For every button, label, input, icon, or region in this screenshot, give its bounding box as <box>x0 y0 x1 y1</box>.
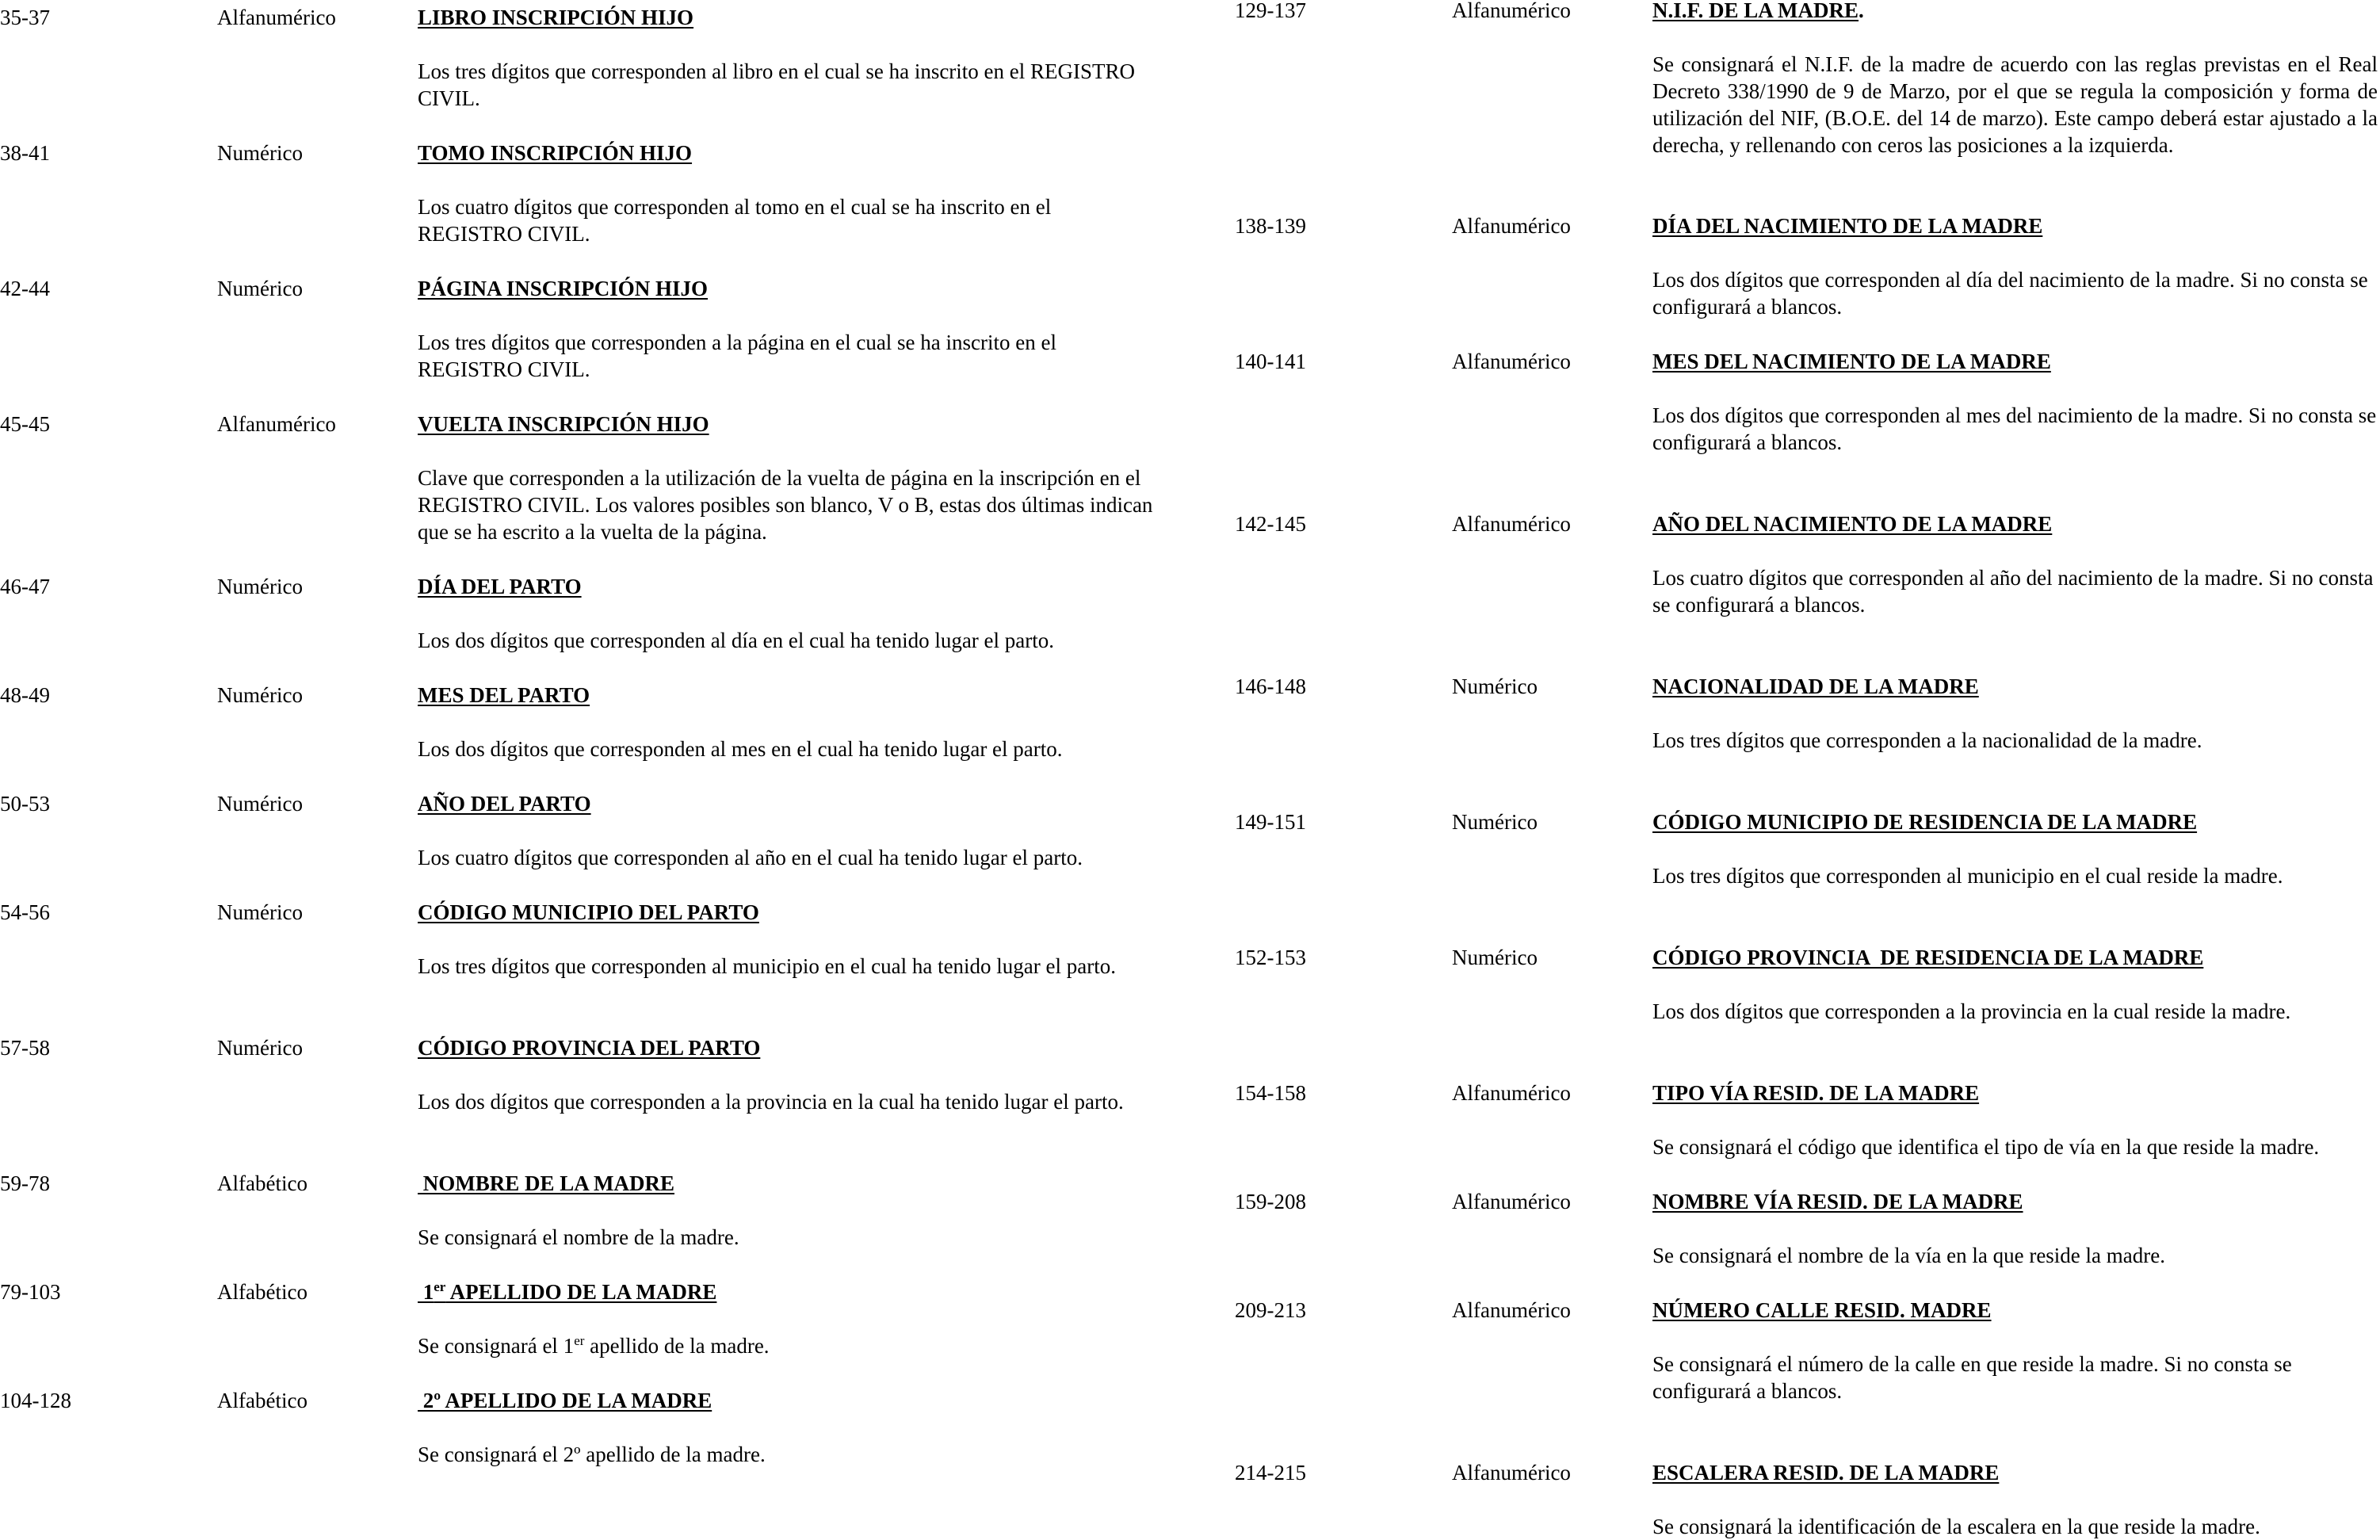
field-position: 46-47 <box>0 575 50 598</box>
field-title: NÚMERO CALLE RESID. MADRE <box>1652 1298 1992 1322</box>
field-type: Alfanumérico <box>1452 0 1571 22</box>
field-type: Numérico <box>1452 946 1538 969</box>
field-title: AÑO DEL NACIMIENTO DE LA MADRE <box>1652 512 2053 536</box>
field-description: Los dos dígitos que corresponden al día en el cual ha tenido lugar el parto. <box>418 629 1055 652</box>
field-type: Numérico <box>217 900 303 924</box>
field-description: Se consignará el N.I.F. de la madre de acuerdo con las reglas previstas en el Real Decreto 338/1990 de 9 de Marzo, por el que se regula la composición y forma de utilización del NIF, (B.O.E. del 14 de marzo). Este campo deberá estar ajustado a la derecha, y rellenando con ceros las posiciones a la izquierda. <box>1652 52 2378 157</box>
field-type: Numérico <box>217 792 303 816</box>
title-part: 1 <box>418 1280 434 1304</box>
field-position: 138-139 <box>1235 214 1306 238</box>
field-title: AÑO DEL PARTO <box>418 792 591 816</box>
field-description: Los tres dígitos que corresponden a la nacionalidad de la madre. <box>1652 728 2202 752</box>
field-title: DÍA DEL PARTO <box>418 575 582 598</box>
field-position: 146-148 <box>1235 674 1306 698</box>
field-description: Los dos dígitos que corresponden a la provincia en la cual ha tenido lugar el parto. <box>418 1090 1124 1114</box>
field-position: 129-137 <box>1235 0 1306 22</box>
field-position: 45-45 <box>0 412 50 436</box>
field-description: Los cuatro dígitos que corresponden al tomo en el cual se ha inscrito en el REGISTRO CIVIL. <box>418 195 1052 246</box>
field-position: 48-49 <box>0 683 50 707</box>
field-title: VUELTA INSCRIPCIÓN HIJO <box>418 412 709 436</box>
field-type: Alfanumérico <box>1452 1081 1571 1105</box>
field-title: CÓDIGO PROVINCIA DEL PARTO <box>418 1036 761 1060</box>
field-position: 209-213 <box>1235 1298 1306 1322</box>
field-title: NOMBRE VÍA RESID. DE LA MADRE <box>1652 1190 2023 1213</box>
field-type: Numérico <box>217 277 303 300</box>
field-position: 50-53 <box>0 792 50 816</box>
field-type: Alfanumérico <box>1452 512 1571 536</box>
field-title: 2º APELLIDO DE LA MADRE <box>418 1389 712 1412</box>
field-title: ESCALERA RESID. DE LA MADRE <box>1652 1461 2000 1485</box>
field-type: Alfanumérico <box>217 6 336 29</box>
field-type: Alfabético <box>217 1280 308 1304</box>
field-description: Los dos dígitos que corresponden al día del nacimiento de la madre. Si no consta se configurará a blancos. <box>1652 268 2368 319</box>
field-description: Clave que corresponden a la utilización de la vuelta de página en la inscripción en el REGISTRO CIVIL. Los valores posibles son blanco, V o B, estas dos últimas indican que se ha escrito a la vuelta de la página. <box>418 466 1153 544</box>
field-position: 35-37 <box>0 6 50 29</box>
field-title: NOMBRE DE LA MADRE <box>418 1171 675 1195</box>
field-type: Numérico <box>217 683 303 707</box>
field-description: Se consignará el código que identifica el tipo de vía en la que reside la madre. <box>1652 1135 2320 1159</box>
field-description: Se consignará el nombre de la vía en la que reside la madre. <box>1652 1244 2165 1267</box>
title-part: APELLIDO DE LA MADRE <box>445 1280 717 1304</box>
field-description: Se consignará el 2º apellido de la madre. <box>418 1443 766 1466</box>
field-description: Los cuatro dígitos que corresponden al año del nacimiento de la madre. Si no consta se configurará a blancos. <box>1652 566 2374 617</box>
field-type: Alfanumérico <box>1452 1461 1571 1485</box>
desc-part: Se consignará el 1 <box>418 1334 575 1358</box>
field-title: CÓDIGO MUNICIPIO DEL PARTO <box>418 900 759 924</box>
field-type: Numérico <box>217 1036 303 1060</box>
field-position: 42-44 <box>0 277 50 300</box>
title-superscript: er <box>434 1279 446 1294</box>
field-position: 140-141 <box>1235 350 1306 373</box>
field-description: Los cuatro dígitos que corresponden al año en el cual ha tenido lugar el parto. <box>418 846 1083 869</box>
title-text: N.I.F. DE LA MADRE <box>1652 0 1859 22</box>
field-title: PÁGINA INSCRIPCIÓN HIJO <box>418 277 709 300</box>
field-position: 54-56 <box>0 900 50 924</box>
field-description: Los dos dígitos que corresponden a la provincia en la cual reside la madre. <box>1652 999 2291 1023</box>
field-description: Los tres dígitos que corresponden al municipio en el cual reside la madre. <box>1652 864 2283 888</box>
field-title: LIBRO INSCRIPCIÓN HIJO <box>418 6 694 29</box>
title-tail: . <box>1859 0 1864 22</box>
field-position: 142-145 <box>1235 512 1306 536</box>
field-type: Alfanumérico <box>217 412 336 436</box>
field-type: Alfanumérico <box>1452 350 1571 373</box>
field-title <box>1652 0 1864 24</box>
field-description: Los tres dígitos que corresponden al libro en el cual se ha inscrito en el REGISTRO CIVIL. <box>418 59 1136 110</box>
field-position: 57-58 <box>0 1036 50 1060</box>
right-column <box>1235 0 2380 1540</box>
field-title: CÓDIGO PROVINCIA DE RESIDENCIA DE LA MADRE <box>1652 946 2204 969</box>
field-title: NACIONALIDAD DE LA MADRE <box>1652 674 1979 698</box>
field-type: Alfanumérico <box>1452 1190 1571 1213</box>
field-description: Los tres dígitos que corresponden al municipio en el cual ha tenido lugar el parto. <box>418 954 1116 978</box>
field-position: 79-103 <box>0 1280 61 1304</box>
field-position: 149-151 <box>1235 810 1306 834</box>
field-position: 104-128 <box>0 1389 71 1412</box>
field-description: Los dos dígitos que corresponden al mes del nacimiento de la madre. Si no consta se configurará a blancos. <box>1652 403 2377 454</box>
field-description: Se consignará el número de la calle en que reside la madre. Si no consta se configurará a blancos. <box>1652 1352 2292 1403</box>
desc-superscript: er <box>574 1333 585 1348</box>
desc-part: apellido de la madre. <box>584 1334 770 1358</box>
field-position: 154-158 <box>1235 1081 1306 1105</box>
field-title: CÓDIGO MUNICIPIO DE RESIDENCIA DE LA MADRE <box>1652 810 2198 834</box>
field-type: Numérico <box>1452 674 1538 698</box>
field-position: 152-153 <box>1235 946 1306 969</box>
field-type: Numérico <box>217 141 303 165</box>
field-position: 214-215 <box>1235 1461 1306 1485</box>
field-title: MES DEL PARTO <box>418 683 590 707</box>
field-title: TIPO VÍA RESID. DE LA MADRE <box>1652 1081 1980 1105</box>
field-type: Numérico <box>1452 810 1538 834</box>
field-position: 38-41 <box>0 141 50 165</box>
field-type: Alfabético <box>217 1389 308 1412</box>
field-type: Alfanumérico <box>1452 1298 1571 1322</box>
field-position: 159-208 <box>1235 1190 1306 1213</box>
field-type: Alfabético <box>217 1171 308 1195</box>
left-column <box>0 0 1189 1540</box>
field-description: Los dos dígitos que corresponden al mes en el cual ha tenido lugar el parto. <box>418 737 1063 761</box>
field-title: MES DEL NACIMIENTO DE LA MADRE <box>1652 350 2051 373</box>
field-title: TOMO INSCRIPCIÓN HIJO <box>418 141 693 165</box>
field-type: Alfanumérico <box>1452 214 1571 238</box>
field-type: Numérico <box>217 575 303 598</box>
field-description <box>418 1332 1155 1359</box>
field-description: Los tres dígitos que corresponden a la página en el cual se ha inscrito en el REGISTRO CIVIL. <box>418 331 1056 381</box>
field-title <box>418 1278 716 1305</box>
field-position: 59-78 <box>0 1171 50 1195</box>
field-description: Se consignará la identificación de la escalera en la que reside la madre. <box>1652 1515 2260 1538</box>
field-description: Se consignará el nombre de la madre. <box>418 1225 739 1249</box>
field-title: DÍA DEL NACIMIENTO DE LA MADRE <box>1652 214 2043 238</box>
